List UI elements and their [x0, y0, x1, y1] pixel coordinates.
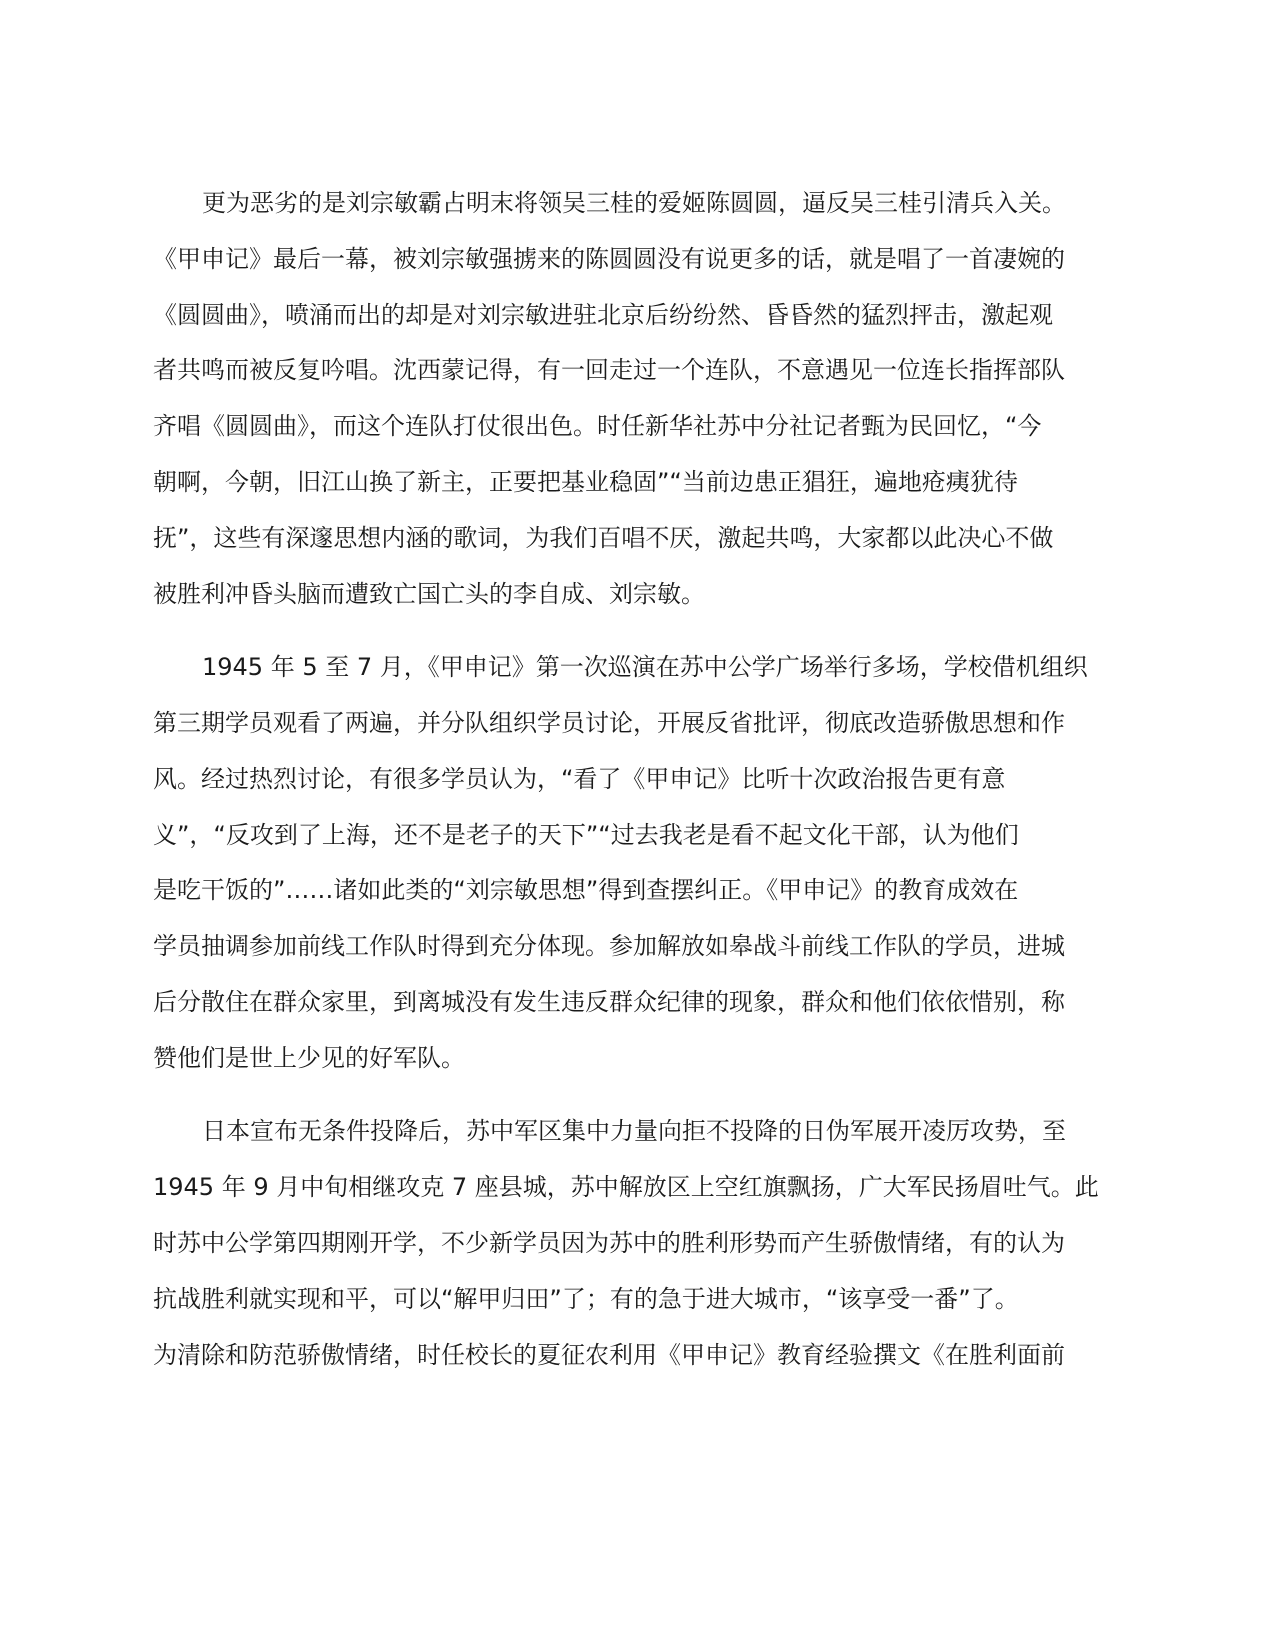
paragraph-2-line-3: 风。经过热烈讨论，有很多学员认为，“看了《甲申记》比听十次政治报告更有意 [153, 765, 1006, 793]
paragraph-2-line-6: 学员抽调参加前线工作队时得到充分体现。参加解放如皋战斗前线工作队的学员，进城 [153, 932, 1065, 960]
paragraph-2-line-8: 赞他们是世上少见的好军队。 [153, 1044, 465, 1072]
paragraph-1-line-1: 更为恶劣的是刘宗敏霸占明末将领吴三桂的爱姬陈圆圆，逼反吴三桂引清兵入关。 [202, 189, 1066, 217]
paragraph-2-line-1: 1945 年 5 至 7 月，《甲申记》第一次巡演在苏中公学广场举行多场，学校借机组织 [202, 653, 1088, 681]
paragraph-3-line-2: 1945 年 9 月中旬相继攻克 7 座县城，苏中解放区上空红旗飘扬，广大军民扬眉吐气。此 [153, 1173, 1099, 1201]
paragraph-3-line-1: 日本宣布无条件投降后，苏中军区集中力量向拒不投降的日伪军展开凌厉攻势，至 [202, 1117, 1066, 1145]
paragraph-1-line-4: 者共鸣而被反复吟唱。沈西蒙记得，有一回走过一个连队，不意遇见一位连长指挥部队 [153, 356, 1065, 384]
paragraph-3-line-5: 为清除和防范骄傲情绪，时任校长的夏征农利用《甲申记》教育经验撰文《在胜利面前 [153, 1341, 1065, 1369]
paragraph-1-line-6: 朝啊，今朝，旧江山换了新主，正要把基业稳固”“当前边患正猖狂，遍地疮痍犹待 [153, 468, 1018, 496]
paragraph-2-line-7: 后分散住在群众家里，到离城没有发生违反群众纪律的现象，群众和他们依依惜别，称 [153, 988, 1065, 1016]
paragraph-1-line-5: 齐唱《圆圆曲》，而这个连队打仗很出色。时任新华社苏中分社记者甄为民回忆，“今 [153, 412, 1042, 440]
paragraph-2-line-2: 第三期学员观看了两遍，并分队组织学员讨论，开展反省批评，彻底改造骄傲思想和作 [153, 709, 1065, 737]
paragraph-2-line-5: 是吃干饭的”……诸如此类的“刘宗敏思想”得到查摆纠正。《甲申记》的教育成效在 [153, 876, 1019, 904]
paragraph-3-line-4: 抗战胜利就实现和平，可以“解甲归田”了；有的急于进大城市，“该享受一番”了。 [153, 1285, 1019, 1313]
paragraph-1-line-3: 《圆圆曲》，喷涌而出的却是对刘宗敏进驻北京后纷纷然、昏昏然的猛烈抨击，激起观 [153, 301, 1053, 329]
paragraph-1-line-2: 《甲申记》最后一幕，被刘宗敏强掳来的陈圆圆没有说更多的话，就是唱了一首凄婉的 [153, 245, 1065, 273]
paragraph-3-line-3: 时苏中公学第四期刚开学，不少新学员因为苏中的胜利形势而产生骄傲情绪，有的认为 [153, 1229, 1065, 1257]
paragraph-2-line-4: 义”，“反攻到了上海，还不是老子的天下”“过去我老是看不起文化干部，认为他们 [153, 821, 1019, 849]
paragraph-1-line-7: 抚”，这些有深邃思想内涵的歌词，为我们百唱不厌，激起共鸣，大家都以此决心不做 [153, 524, 1054, 552]
paragraph-1-line-8: 被胜利冲昏头脑而遭致亡国亡头的李自成、刘宗敏。 [153, 580, 705, 608]
